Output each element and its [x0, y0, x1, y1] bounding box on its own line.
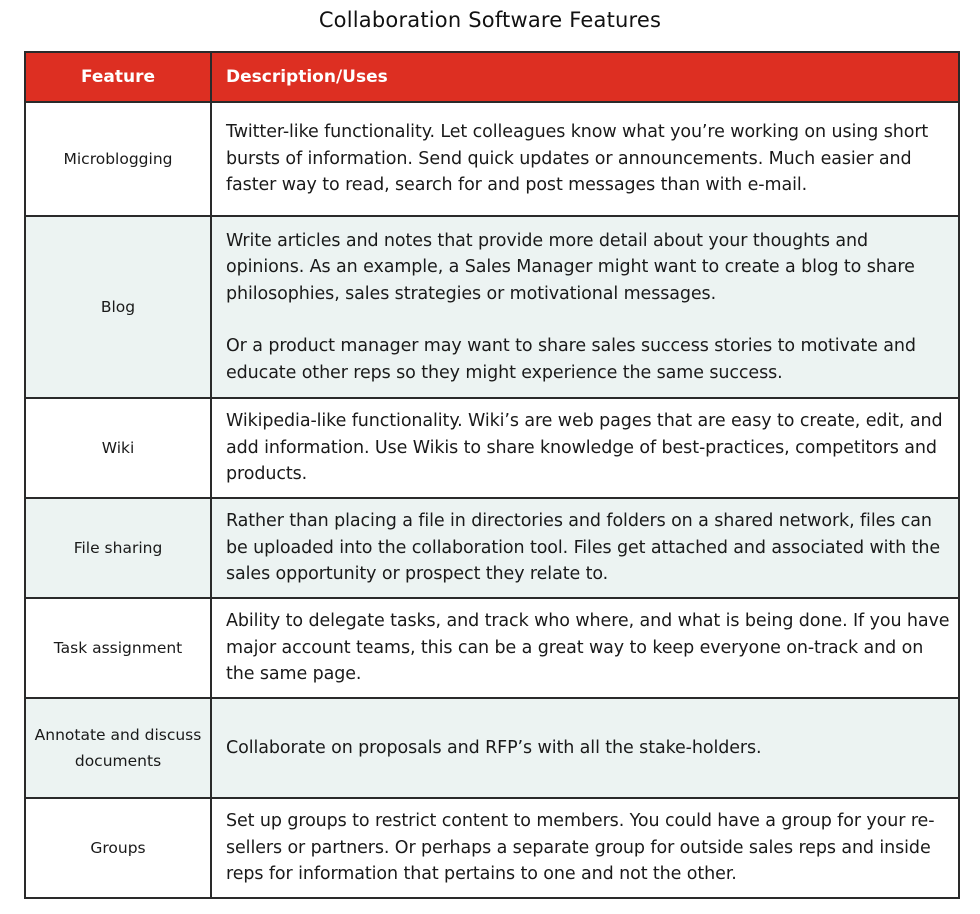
description-cell [211, 698, 959, 798]
feature-cell: Blog [25, 216, 211, 398]
description-cell [211, 102, 959, 216]
description-text: Rather than placing a file in directories and folders on a shared network, files can be uploaded into the collaboration tool. Files get attached and associated with the sales opportunity or prospect they relate to. [226, 511, 941, 585]
description-text: Collaborate on proposals and RFP’s with all the stake-holders. [226, 737, 762, 758]
column-header-description: Description/Uses [211, 52, 959, 102]
table-row [25, 216, 959, 398]
feature-cell: Annotate and discuss documents [25, 698, 211, 798]
description-cell [211, 798, 959, 898]
features-table [24, 51, 960, 899]
feature-cell: Wiki [25, 398, 211, 498]
feature-cell: Groups [25, 798, 211, 898]
description-cell [211, 398, 959, 498]
description-text: Or a product manager may want to share sales success stories to motivate and educate other reps so they might experience the same success. [226, 336, 916, 383]
feature-cell: File sharing [25, 498, 211, 598]
header-row [25, 52, 959, 102]
table-row [25, 398, 959, 498]
feature-cell: Microblogging [25, 102, 211, 216]
table-header [25, 52, 959, 102]
table-row [25, 798, 959, 898]
description-text: Set up groups to restrict content to members. You could have a group for your re-sellers or partners. Or perhaps a separate group for outside sales reps and inside reps for information that pertains to one and not the other. [226, 811, 935, 885]
table-row [25, 498, 959, 598]
description-text: Write articles and notes that provide more detail about your thoughts and opinions. As an example, a Sales Manager might want to create a blog to share philosophies, sales strategies or motivational messages. [226, 230, 915, 304]
table-body [25, 102, 959, 898]
description-text: Wikipedia-like functionality. Wiki’s are web pages that are easy to create, edit, and add information. Use Wikis to share knowledge of best-practices, competitors and products. [226, 411, 943, 485]
table-row [25, 102, 959, 216]
column-header-feature: Feature [25, 52, 211, 102]
description-cell [211, 598, 959, 698]
description-cell [211, 498, 959, 598]
table-row [25, 598, 959, 698]
page-title: Collaboration Software Features [318, 8, 662, 32]
description-text: Ability to delegate tasks, and track who where, and what is being done. If you have major account teams, this can be a great way to keep everyone on-track and on the same page. [226, 611, 950, 685]
table-row [25, 698, 959, 798]
description-cell [211, 216, 959, 398]
description-text: Twitter-like functionality. Let colleagues know what you’re working on using short bursts of information. Send quick updates or announcements. Much easier and faster way to read, search for and post messages than with e-mail. [226, 122, 929, 196]
feature-cell: Task assignment [25, 598, 211, 698]
